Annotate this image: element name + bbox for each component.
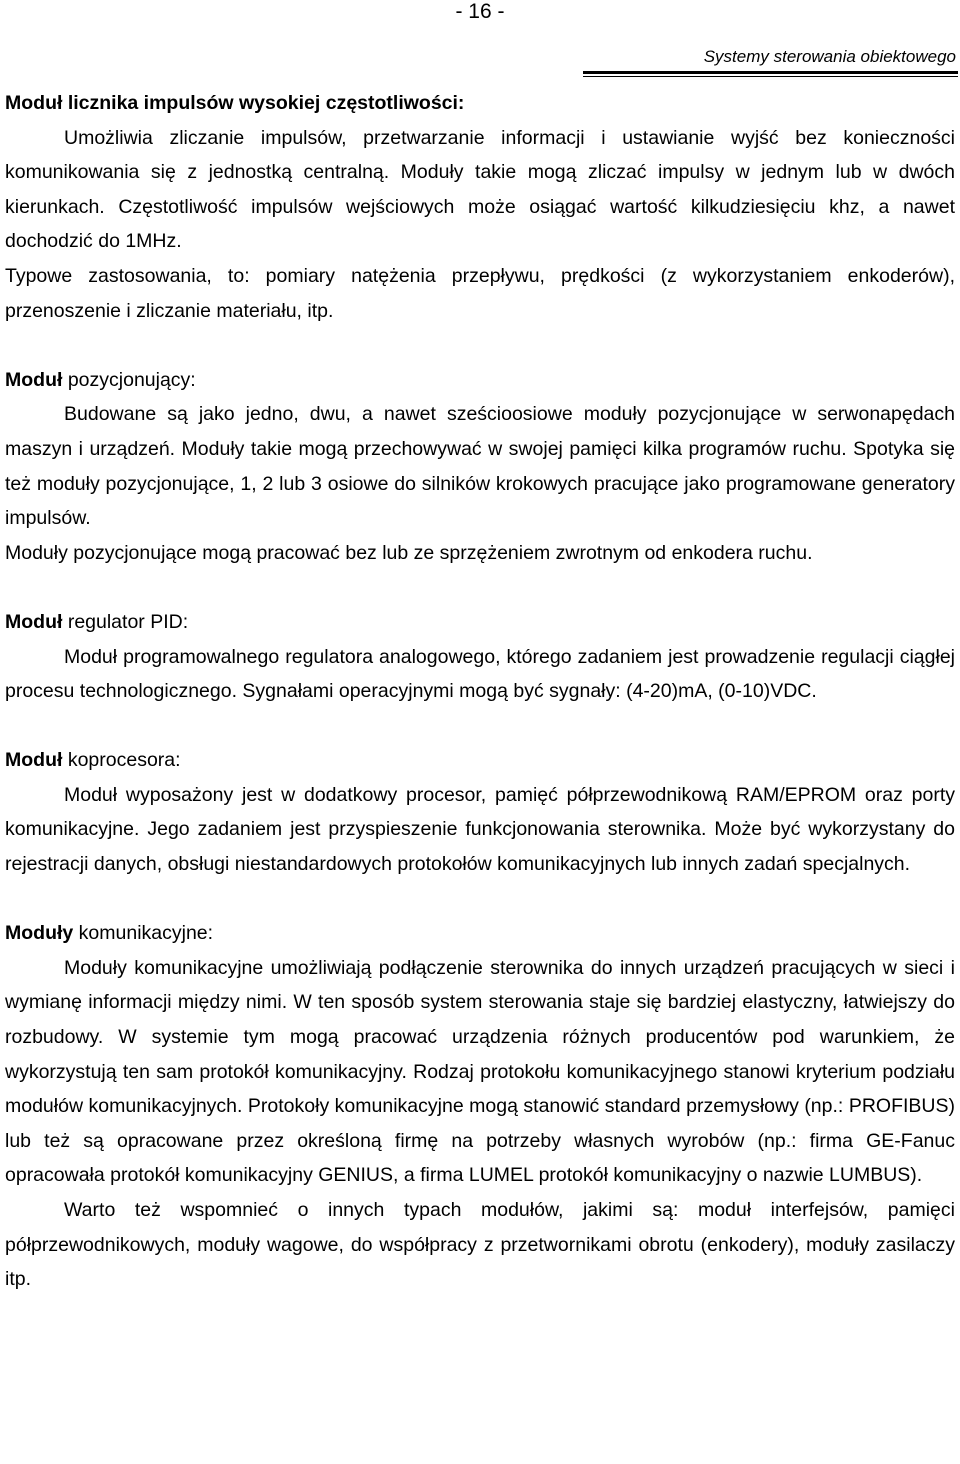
- header-rule: [583, 71, 958, 77]
- paragraph: Moduł wyposażony jest w dodatkowy procesor, pamięć półprzewodnikową RAM/EPROM oraz porty komunikacyjne. Jego zadaniem jest przyspieszenie funkcjonowania sterownika. Może być wykorzystany do rejestracji danych, obsługi niestandardowych protokołów komunikacyjnych lub innych zadań specjalnych.: [5, 783, 955, 876]
- heading-rest: koprocesora:: [62, 749, 181, 772]
- section-heading: [5, 605, 955, 640]
- paragraph: Warto też wspomnieć o innych typach modułów, jakimi są: moduł interfejsów, pamięci półprzewodnikowych, moduły wagowe, do współpracy z przetwornikami obrotu (enkodery), moduły zasilaczy itp.: [5, 1199, 955, 1291]
- paragraph: Budowane są jako jedno, dwu, a nawet sześcioosiowe moduły pozycjonujące w serwonapędach maszyn i urządzeń. Moduły takie mogą przechowywać w swojej pamięci kilka programów ruchu. Spotyka się też moduły pozycjonujące, 1, 2 lub 3 osiowe do silników krokowych pracujące jako programowane generatory impulsów.: [5, 403, 955, 530]
- section-heading: [5, 916, 955, 951]
- paragraph: Moduły pozycjonujące mogą pracować bez lub ze sprzężeniem zwrotnym od enkodera ruchu.: [5, 541, 813, 564]
- section-communication-modules: [5, 916, 955, 1297]
- heading-keyword: Moduł: [5, 368, 63, 391]
- section-heading: [5, 363, 955, 398]
- heading-rest: komunikacyjne:: [73, 922, 214, 945]
- paragraph: Moduły komunikacyjne umożliwiają podłączenie sterownika do innych urządzeń pracujących w sieci i wymianę informacji między nimi. W ten sposób system sterowania staje się bardziej elastyczny, łatwiejszy do rozbudowy. W systemie tym mogą pracować urządzenia różnych producentów pod warunkiem, że wykorzystują ten sam protokół komunikacyjny. Rodzaj protokołu komunikacyjnego stanowi kryterium podziału modułów komunikacyjnych. Protokoły komunikacyjne mogą stanowić standard przemysłowy (np.: PROFIBUS) lub też są opracowane przez określoną firmę na potrzeby własnych wyrobów (np.: firma GE-Fanuc opracowała protokół komunikacyjny GENIUS, a firma LUMEL protokół komunikacyjny o nazwie LUMBUS).: [5, 956, 955, 1187]
- heading-rest: pozycjonujący:: [62, 368, 196, 391]
- heading-keyword: Moduł: [5, 610, 63, 633]
- section-heading: [5, 743, 955, 778]
- document-body: [5, 86, 955, 1297]
- paragraph: Umożliwia zliczanie impulsów, przetwarzanie informacji i ustawianie wyjść bez konieczności komunikowania się z jednostką centralną. Moduły takie mogą zliczać impulsy w jednym lub w dwóch kierunkach. Częstotliwość impulsów wejściowych może osiągać wartość kilkudziesięciu khz, a nawet dochodzić do 1MHz.: [5, 126, 955, 253]
- paragraph: Typowe zastosowania, to: pomiary natężenia przepływu, prędkości (z wykorzystaniem enkoderów), przenoszenie i zliczanie materiału, itp.: [5, 264, 955, 322]
- section-pid-regulator: [5, 605, 955, 709]
- page-number: - 16 -: [455, 0, 505, 23]
- heading-keyword: Moduły: [5, 922, 74, 945]
- paragraph: Moduł programowalnego regulatora analogowego, którego zadaniem jest prowadzenie regulacji ciągłej procesu technologicznego. Sygnałami operacyjnymi mogą być sygnały: (4-20)mA, (0-10)VDC.: [5, 645, 955, 703]
- heading-rest: regulator PID:: [62, 610, 189, 633]
- section-coprocessor: [5, 743, 955, 881]
- running-header-title: Systemy sterowania obiektowego: [703, 47, 956, 66]
- section-high-frequency-counter: [5, 86, 955, 328]
- section-heading: Moduł licznika impulsów wysokiej częstotliwości:: [5, 92, 465, 114]
- section-positioning-module: [5, 363, 955, 571]
- heading-keyword: Moduł: [5, 749, 63, 772]
